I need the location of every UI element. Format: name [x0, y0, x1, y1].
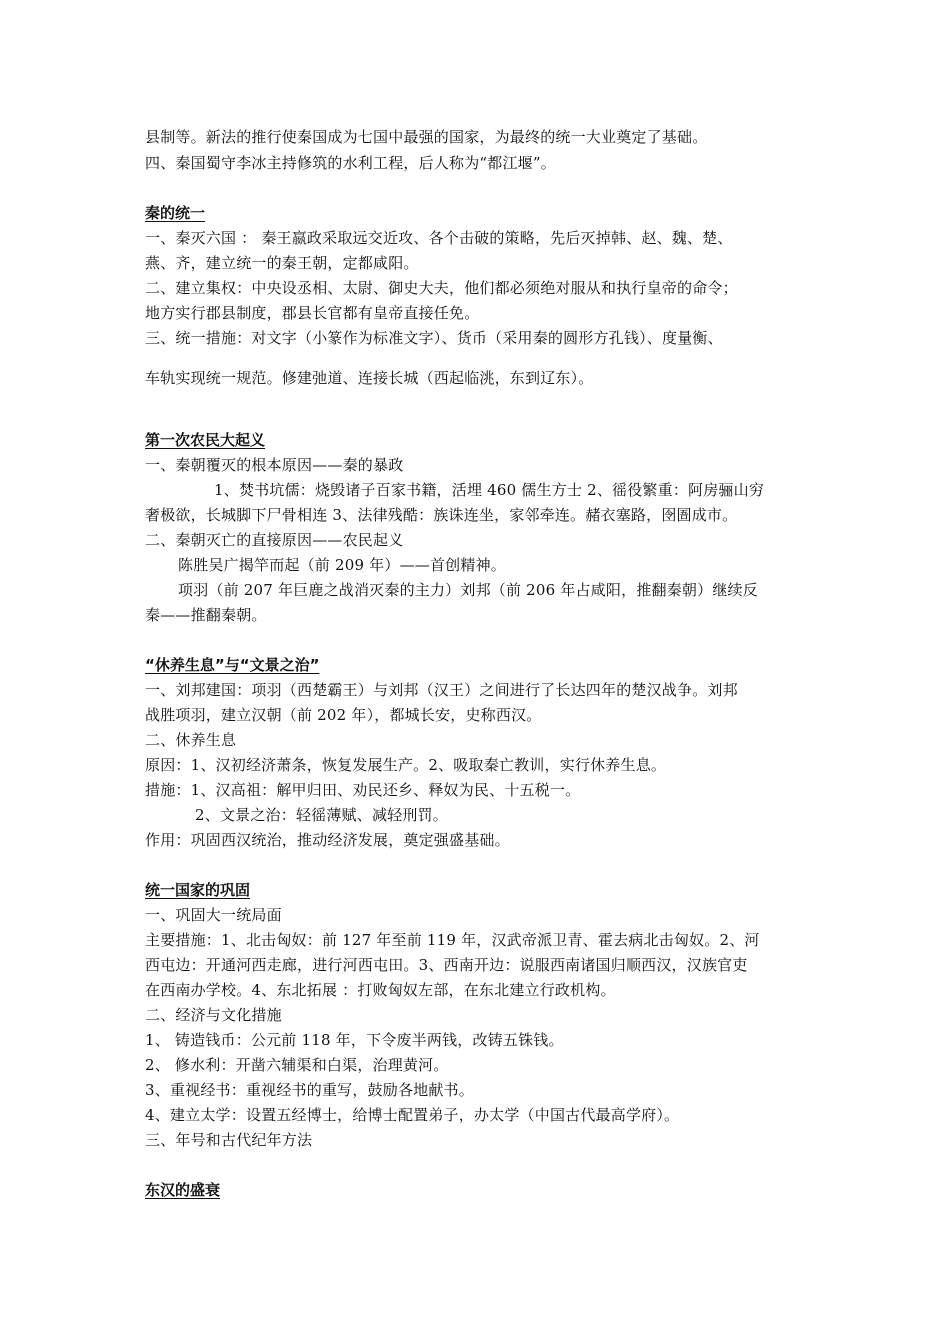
paragraph-line: 一、巩固大一统局面 — [145, 906, 282, 924]
paragraph-line: 二、经济与文化措施 — [145, 1006, 282, 1024]
paragraph-line: 车轨实现统一规范。修建弛道、连接长城（西起临洮，东到辽东）。 — [145, 369, 594, 387]
paragraph-line: 县制等。新法的推行使秦国成为七国中最强的国家，为最终的统一大业奠定了基础。 — [145, 128, 708, 146]
section-heading-peasant-uprising: 第一次农民大起义 — [145, 431, 266, 449]
paragraph-line: 一、刘邦建国：项羽（西楚霸王）与刘邦（汉王）之间进行了长达四年的楚汉战争。刘邦 — [145, 681, 738, 699]
paragraph-line: 原因：1、汉初经济萧条，恢复发展生产。2、吸取秦亡教训，实行休养生息。 — [145, 756, 667, 774]
paragraph-line: 燕、齐，建立统一的秦王朝，定都咸阳。 — [145, 254, 419, 272]
paragraph-line: 1、焚书坑儒：烧毁诸子百家书籍，活埋 460 儒生方士 2、徭役繁重：阿房骊山穷 — [214, 481, 765, 499]
paragraph-line: 奢极欲，长城脚下尸骨相连 3、法律残酷：族诛连坐，家邻牵连。赭衣塞路，囹圄成市。 — [145, 506, 738, 524]
paragraph-line: 项羽（前 207 年巨鹿之战消灭秦的主力）刘邦（前 206 年占咸阳，推翻秦朝）继续反 — [178, 581, 758, 599]
paragraph-line: 地方实行郡县制度，郡县长官都有皇帝直接任免。 — [145, 304, 480, 322]
section-heading-rest-and-recuperation: “休养生息”与“文景之治” — [145, 656, 320, 674]
paragraph-line: 在西南办学校。4、东北拓展 ：打败匈奴左部，在东北建立行政机构。 — [145, 981, 616, 999]
paragraph-line: 3、重视经书：重视经书的重写，鼓励各地献书。 — [145, 1081, 474, 1099]
paragraph-line: 一、秦朝覆灭的根本原因——秦的暴政 — [145, 456, 404, 474]
paragraph-line: 四、秦国蜀守李冰主持修筑的水利工程，后人称为“都江堰”。 — [145, 154, 556, 172]
paragraph-line: 二、秦朝灭亡的直接原因——农民起义 — [145, 531, 404, 549]
paragraph-line: 主要措施：1、北击匈奴：前 127 年至前 119 年，汉武帝派卫青、霍去病北击匈奴。2、河 — [145, 931, 760, 949]
section-heading-qin-unification: 秦的统一 — [145, 204, 206, 222]
paragraph-line: 二、休养生息 — [145, 731, 237, 749]
paragraph-line: 战胜项羽，建立汉朝（前 202 年），都城长安，史称西汉。 — [145, 706, 542, 724]
paragraph-line: 二、建立集权：中央设丞相、太尉、御史大夫，他们都必须绝对服从和执行皇帝的命令； — [145, 279, 738, 297]
paragraph-line: 西屯边：开通河西走廊，进行河西屯田。3、西南开边：说服西南诸国归顺西汉，汉族官吏 — [145, 956, 748, 974]
section-heading-eastern-han: 东汉的盛衰 — [145, 1181, 221, 1199]
paragraph-line: 2、 修水利：开凿六辅渠和白渠，治理黄河。 — [145, 1056, 449, 1074]
paragraph-line: 三、年号和古代纪年方法 — [145, 1131, 313, 1149]
paragraph-line: 作用：巩固西汉统治，推动经济发展，奠定强盛基础。 — [145, 831, 510, 849]
paragraph-line: 措施：1、汉高祖：解甲归田、劝民还乡、释奴为民、十五税一。 — [145, 781, 581, 799]
paragraph-line: 秦——推翻秦朝。 — [145, 606, 267, 624]
paragraph-line: 2、文景之治：轻徭薄赋、减轻刑罚。 — [195, 806, 448, 824]
section-heading-consolidation: 统一国家的巩固 — [145, 881, 251, 899]
paragraph-line: 三、统一措施：对文字（小篆作为标准文字）、货币（采用秦的圆形方孔钱）、度量衡、 — [145, 329, 723, 347]
paragraph-line: 4、建立太学：设置五经博士，给博士配置弟子，办太学（中国古代最高学府）。 — [145, 1106, 680, 1124]
paragraph-line: 1、 铸造钱币：公元前 118 年，下令废半两钱，改铸五铢钱。 — [145, 1031, 564, 1049]
paragraph-line: 一、秦灭六国 ： 秦王嬴政采取远交近攻、各个击破的策略，先后灭掉韩、赵、魏、楚、 — [145, 229, 733, 247]
paragraph-line: 陈胜吴广揭竿而起（前 209 年）——首创精神。 — [178, 556, 506, 574]
